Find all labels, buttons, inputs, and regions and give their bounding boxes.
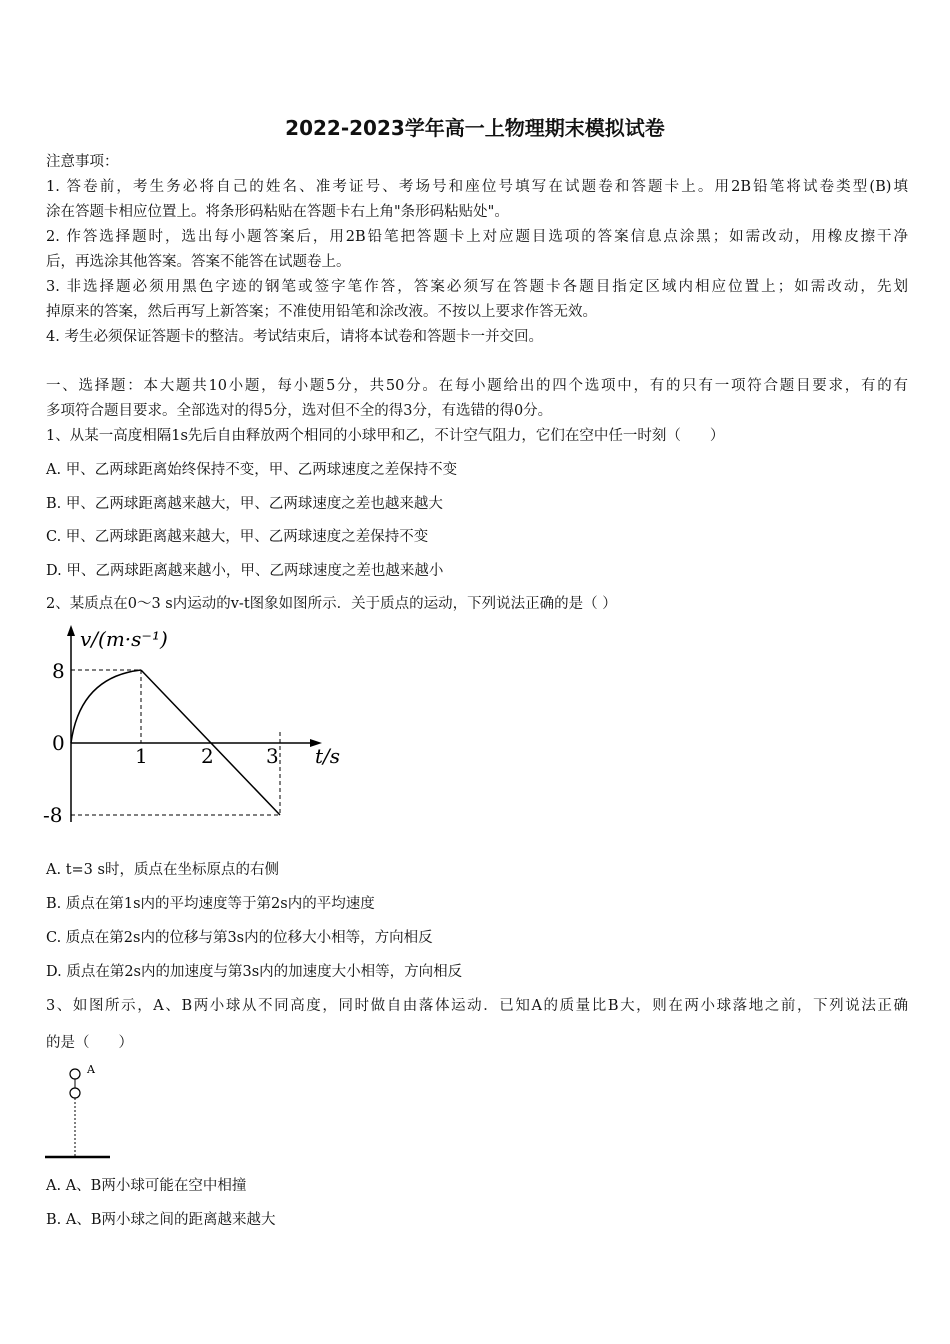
- y-tick-0: 0: [52, 731, 65, 755]
- section-instructions: 多项符合题目要求。全部选对的得5分，选对但不全的得3分，有选错的得0分。: [46, 403, 553, 419]
- q3-option-b: B. A、B两小球之间的距离越来越大: [46, 1212, 276, 1228]
- question-3-stem: 3、如图所示，A、B两小球从不同高度，同时做自由落体运动．已知A的质量比B大，则在两小球落地之前，下列说法正确: [46, 998, 908, 1014]
- q1-option-b: B. 甲、乙两球距离越来越大，甲、乙两球速度之差也越来越大: [46, 496, 443, 512]
- ball-a-label: A: [87, 1063, 95, 1076]
- y-axis-arrow: [67, 625, 75, 636]
- q1-option-c: C. 甲、乙两球距离越来越大，甲、乙两球速度之差保持不变: [46, 529, 429, 545]
- page-title: 2022-2023学年高一上物理期末模拟试卷: [285, 116, 665, 140]
- x-tick-3: 3: [266, 744, 279, 768]
- falling-balls-figure: [42, 1060, 122, 1164]
- curve-segment: [71, 670, 141, 743]
- question-1-stem: 1、从某一高度相隔1s先后自由释放两个相同的小球甲和乙，不计空气阻力，它们在空中任一时刻（ ）: [46, 428, 725, 444]
- q2-option-c: C. 质点在第2s内的位移与第3s内的位移大小相等，方向相反: [46, 930, 433, 946]
- vt-graph: [40, 622, 360, 834]
- y-tick-8: 8: [52, 659, 65, 683]
- y-axis-label: v/(m·s⁻¹): [80, 627, 168, 651]
- question-3-stem-cont: 的是（ ）: [46, 1035, 133, 1051]
- x-tick-2: 2: [201, 744, 214, 768]
- q1-option-d: D. 甲、乙两球距离越来越小，甲、乙两球速度之差也越来越小: [46, 563, 444, 579]
- notice-line: 4. 考生必须保证答题卡的整洁。考试结束后，请将本试卷和答题卡一并交回。: [46, 329, 543, 345]
- notice-line: 2. 作答选择题时，选出每小题答案后，用2B铅笔把答题卡上对应题目选项的答案信息点涂黑；如需改动，用橡皮擦干净: [46, 229, 908, 245]
- q1-option-a: A. 甲、乙两球距离始终保持不变，甲、乙两球速度之差保持不变: [46, 462, 458, 478]
- x-tick-1: 1: [135, 744, 148, 768]
- notice-line: 1. 答卷前，考生务必将自己的姓名、准考证号、考场号和座位号填写在试题卷和答题卡上。用2B铅笔将试卷类型(B)填: [46, 179, 908, 195]
- q2-option-b: B. 质点在第1s内的平均速度等于第2s内的平均速度: [46, 896, 375, 912]
- notice-line: 掉原来的答案，然后再写上新答案；不准使用铅笔和涂改液。不按以上要求作答无效。: [46, 304, 597, 320]
- x-axis-label: t/s: [315, 744, 341, 768]
- notice-line: 涂在答题卡相应位置上。将条形码粘贴在答题卡右上角"条形码粘贴处"。: [46, 204, 509, 220]
- q2-option-d: D. 质点在第2s内的加速度与第3s内的加速度大小相等，方向相反: [46, 964, 463, 980]
- notice-line: 3. 非选择题必须用黑色字迹的钢笔或签字笔作答，答案必须写在答题卡各题目指定区域内相应位置上；如需改动，先划: [46, 279, 908, 295]
- q2-option-a: A. t=3 s时，质点在坐标原点的右侧: [46, 862, 279, 878]
- y-tick-neg8: -8: [43, 803, 63, 827]
- notice-heading: 注意事项：: [46, 154, 119, 170]
- notice-line: 后，再选涂其他答案。答案不能答在试题卷上。: [46, 254, 351, 270]
- section-instructions: 一、选择题：本大题共10小题，每小题5分，共50分。在每小题给出的四个选项中，有的只有一项符合题目要求，有的有: [46, 378, 908, 394]
- ball-b: [70, 1088, 80, 1098]
- ball-a: [70, 1069, 80, 1079]
- q3-option-a: A. A、B两小球可能在空中相撞: [46, 1178, 247, 1194]
- question-2-stem: 2、某质点在0～3 s内运动的v-t图象如图所示．关于质点的运动，下列说法正确的是（ ）: [46, 596, 617, 612]
